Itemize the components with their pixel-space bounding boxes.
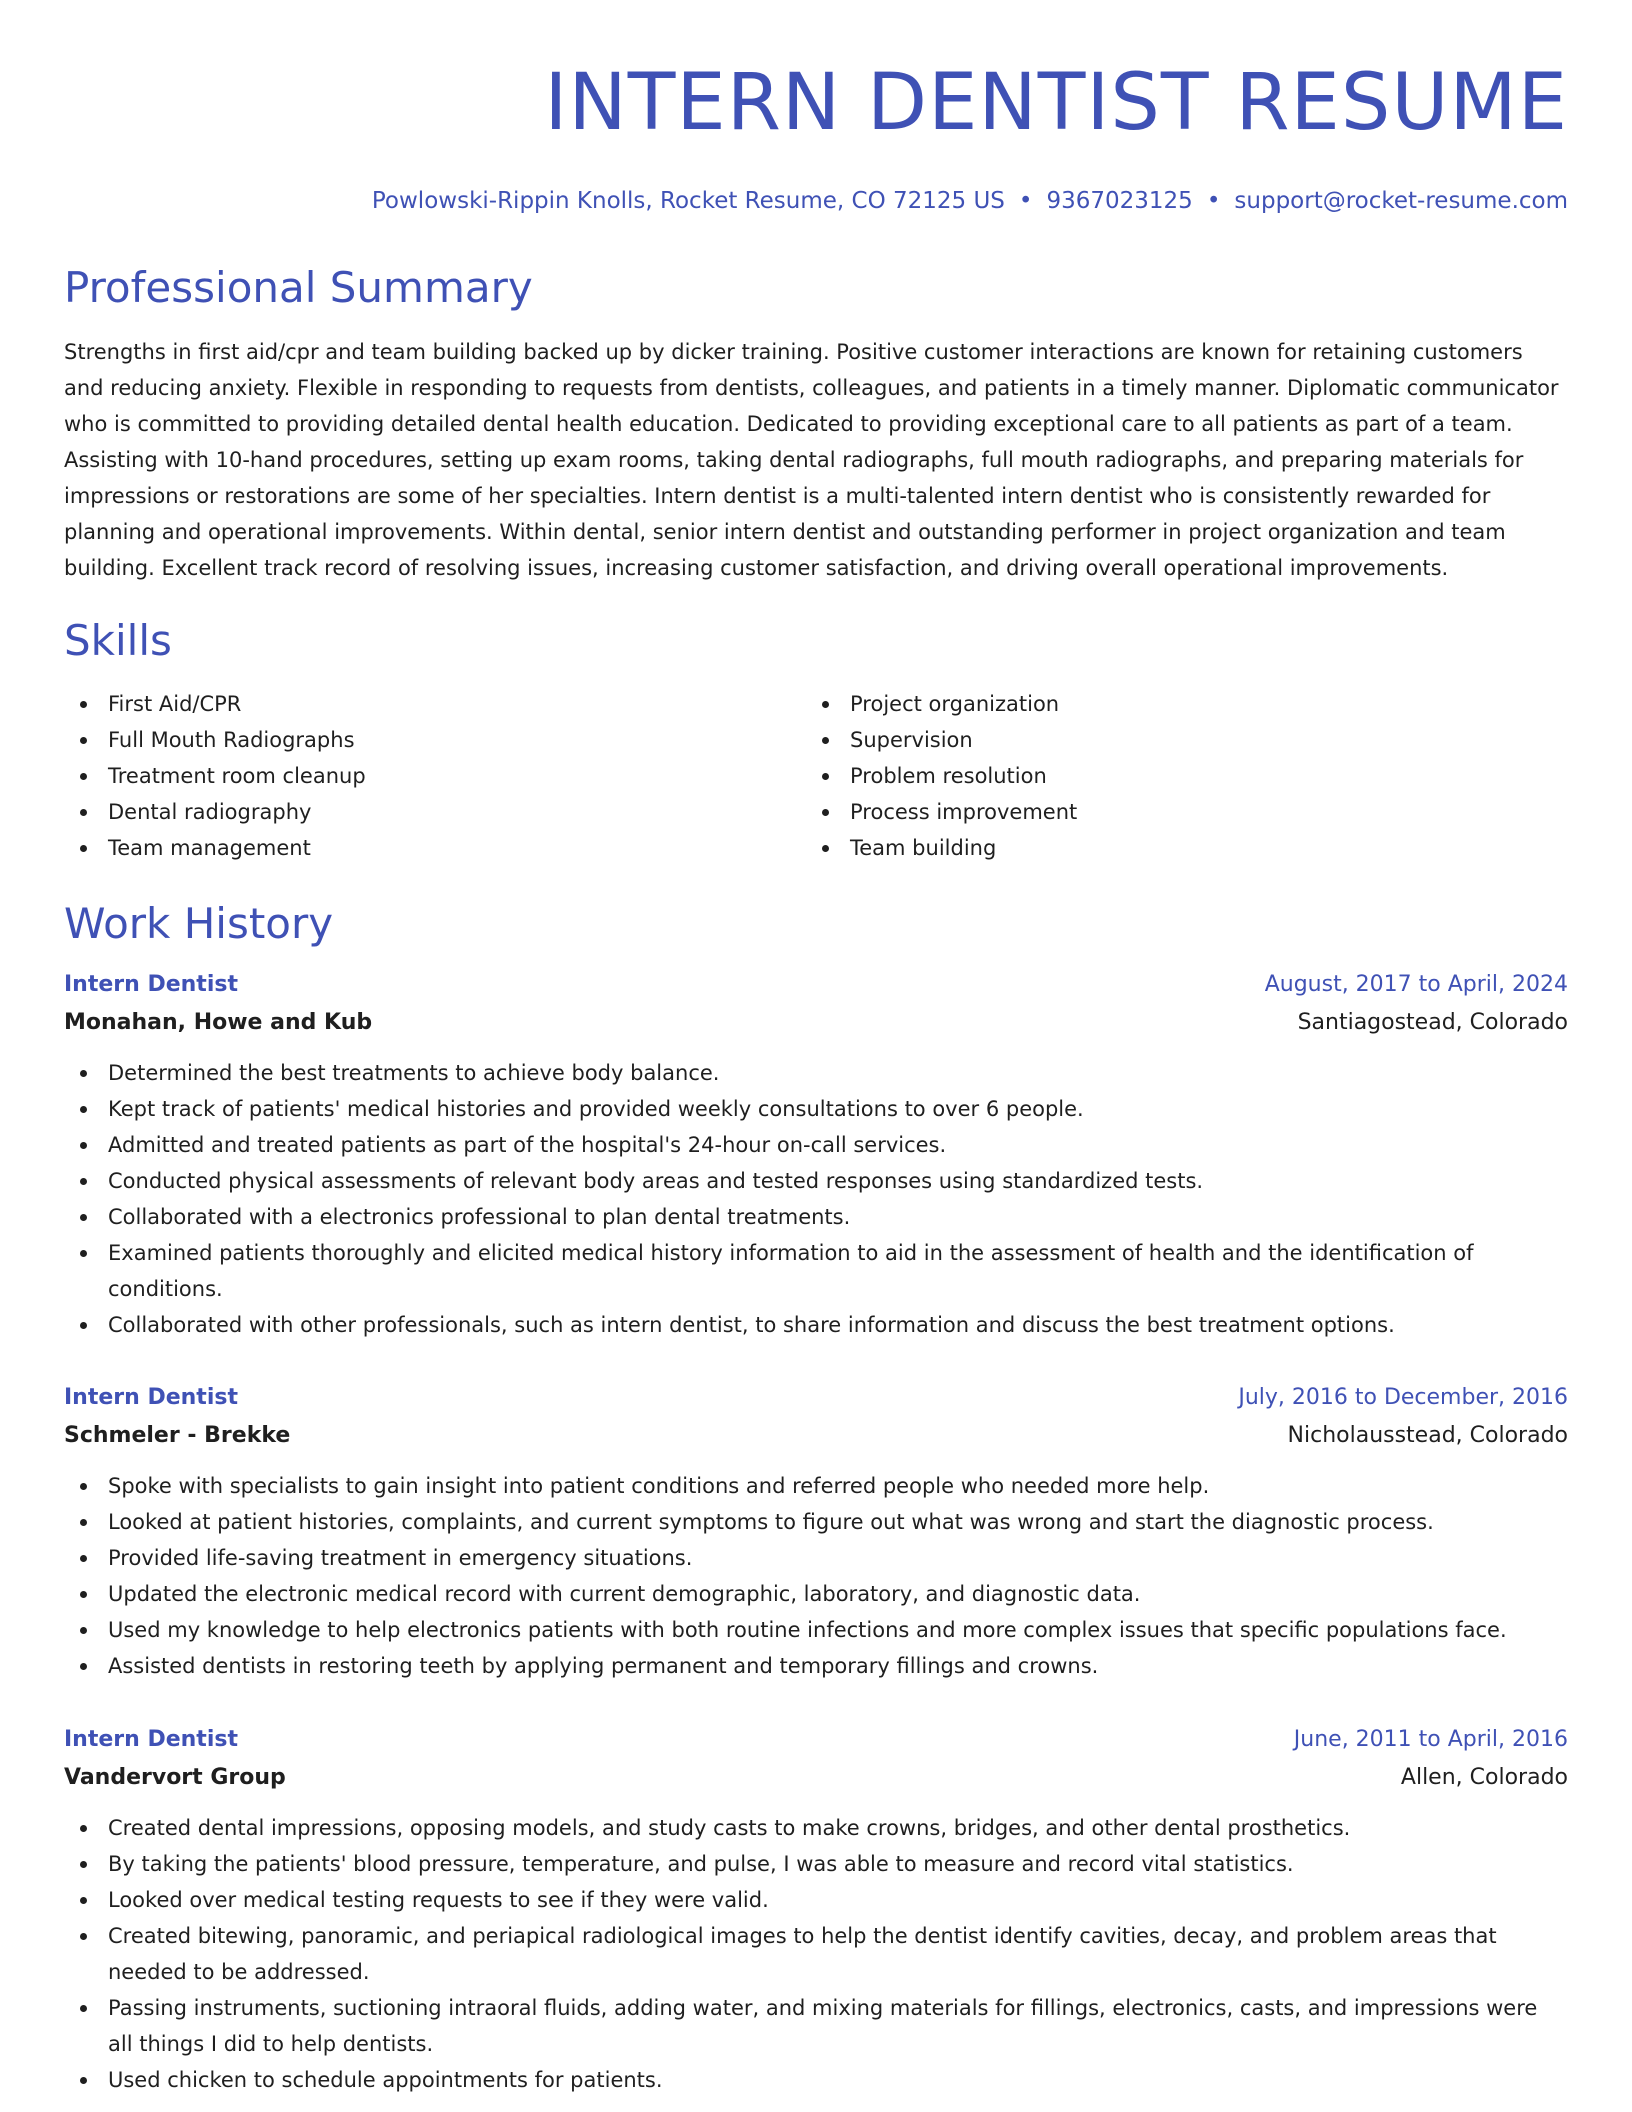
resume-title: INTERN DENTIST RESUME — [544, 58, 1568, 148]
duty-item: Collaborated with other professionals, such as intern dentist, to share information and discuss the best treatment options. — [64, 1307, 1568, 1343]
duty-item: Assisted dentists in restoring teeth by applying permanent and temporary fillings and crowns. — [64, 1648, 1568, 1684]
duty-item: Kept track of patients' medical histories and provided weekly consultations to over 6 people. — [64, 1091, 1568, 1127]
skill-item: Dental radiography — [64, 794, 806, 830]
job-entry — [64, 1379, 1568, 1684]
job-dates: August, 2017 to April, 2024 — [1264, 972, 1568, 997]
duty-item: Spoke with specialists to gain insight into patient conditions and referred people who needed more help. — [64, 1468, 1568, 1504]
job-title: Intern Dentist — [64, 1385, 238, 1410]
job-location: Santiagostead, Colorado — [1297, 1010, 1568, 1035]
duty-item: Admitted and treated patients as part of the hospital's 24-hour on-call services. — [64, 1127, 1568, 1163]
skill-item: Process improvement — [806, 794, 1548, 830]
job-dates: June, 2011 to April, 2016 — [1293, 1727, 1568, 1752]
duty-item: Created dental impressions, opposing models, and study casts to make crowns, bridges, and other dental prosthetics. — [64, 1810, 1568, 1846]
skill-item: Full Mouth Radiographs — [64, 722, 806, 758]
duty-item: Looked over medical testing requests to see if they were valid. — [64, 1882, 1568, 1918]
duty-item: Provided life-saving treatment in emergency situations. — [64, 1540, 1568, 1576]
contact-address: Powlowski-Rippin Knolls, Rocket Resume, CO 72125 US — [371, 188, 1005, 214]
duty-item: Used my knowledge to help electronics patients with both routine infections and more complex issues that specific populations face. — [64, 1612, 1568, 1648]
job-title: Intern Dentist — [64, 972, 238, 997]
duty-item: Used chicken to schedule appointments for patients. — [64, 2062, 1568, 2098]
job-entry — [64, 1721, 1568, 2098]
skills-column-left — [64, 686, 806, 866]
skill-item: Supervision — [806, 722, 1548, 758]
contact-phone[interactable]: 9367023125 — [1046, 188, 1193, 214]
job-duties — [64, 1810, 1568, 2098]
company-name: Vandervort Group — [64, 1765, 286, 1790]
duty-item: Conducted physical assessments of relevant body areas and tested responses using standardized tests. — [64, 1163, 1568, 1199]
skill-item: Team management — [64, 830, 806, 866]
duty-item: Passing instruments, suctioning intraoral fluids, adding water, and mixing materials for fillings, electronics, casts, and impressions were all things I did to help dentists. — [64, 1990, 1568, 2062]
summary-text: Strengths in first aid/cpr and team building backed up by dicker training. Positive customer interactions are known for retaining customers and reducing anxiety. Flexible in responding to requests from dentists, colleagues, and patients in a timely manner. Diplomatic communicator who is committed to providing detailed dental health education. Dedicated to providing exceptional care to all patients as part of a team. Assisting with 10-hand procedures, setting up exam rooms, taking dental radiographs, full mouth radiographs, and preparing materials for impressions or restorations are some of her specialties. Intern dentist is a multi-talented intern dentist who is consistently rewarded for planning and operational improvements. Within dental, senior intern dentist and outstanding performer in project organization and team building. Excellent track record of resolving issues, increasing customer satisfaction, and driving overall operational improvements. — [64, 340, 1559, 580]
resume-page — [64, 0, 1568, 2092]
skill-item: Treatment room cleanup — [64, 758, 806, 794]
summary-heading: Professional Summary — [64, 263, 533, 312]
duty-item: Collaborated with a electronics professional to plan dental treatments. — [64, 1199, 1568, 1235]
work-history-heading: Work History — [64, 899, 334, 948]
duty-item: Looked at patient histories, complaints, and current symptoms to figure out what was wrong and start the diagnostic process. — [64, 1504, 1568, 1540]
duty-item: Updated the electronic medical record with current demographic, laboratory, and diagnostic data. — [64, 1576, 1568, 1612]
duty-item: By taking the patients' blood pressure, temperature, and pulse, I was able to measure and record vital statistics. — [64, 1846, 1568, 1882]
job-location: Allen, Colorado — [1400, 1765, 1568, 1790]
job-dates: July, 2016 to December, 2016 — [1238, 1385, 1568, 1410]
company-name: Monahan, Howe and Kub — [64, 1010, 373, 1035]
contact-separator: • — [1206, 188, 1221, 214]
duty-item: Determined the best treatments to achieve body balance. — [64, 1055, 1568, 1091]
job-title: Intern Dentist — [64, 1727, 238, 1752]
job-duties — [64, 1055, 1568, 1343]
skills-heading: Skills — [64, 616, 172, 665]
skills-list — [64, 686, 1568, 866]
contact-separator: • — [1018, 188, 1033, 214]
contact-email[interactable]: support@rocket-resume.com — [1234, 188, 1568, 214]
skill-item: Problem resolution — [806, 758, 1548, 794]
contact-line — [64, 186, 1568, 216]
skills-column-right — [806, 686, 1548, 866]
job-duties — [64, 1468, 1568, 1684]
duty-item: Examined patients thoroughly and elicited medical history information to aid in the assessment of health and the identification of conditions. — [64, 1235, 1568, 1307]
skill-item: Team building — [806, 830, 1548, 866]
company-name: Schmeler - Brekke — [64, 1423, 291, 1448]
duty-item: Created bitewing, panoramic, and periapical radiological images to help the dentist identify cavities, decay, and problem areas that needed to be addressed. — [64, 1918, 1568, 1990]
job-location: Nicholausstead, Colorado — [1287, 1423, 1568, 1448]
job-entry — [64, 966, 1568, 1343]
skill-item: First Aid/CPR — [64, 686, 806, 722]
skill-item: Project organization — [806, 686, 1548, 722]
